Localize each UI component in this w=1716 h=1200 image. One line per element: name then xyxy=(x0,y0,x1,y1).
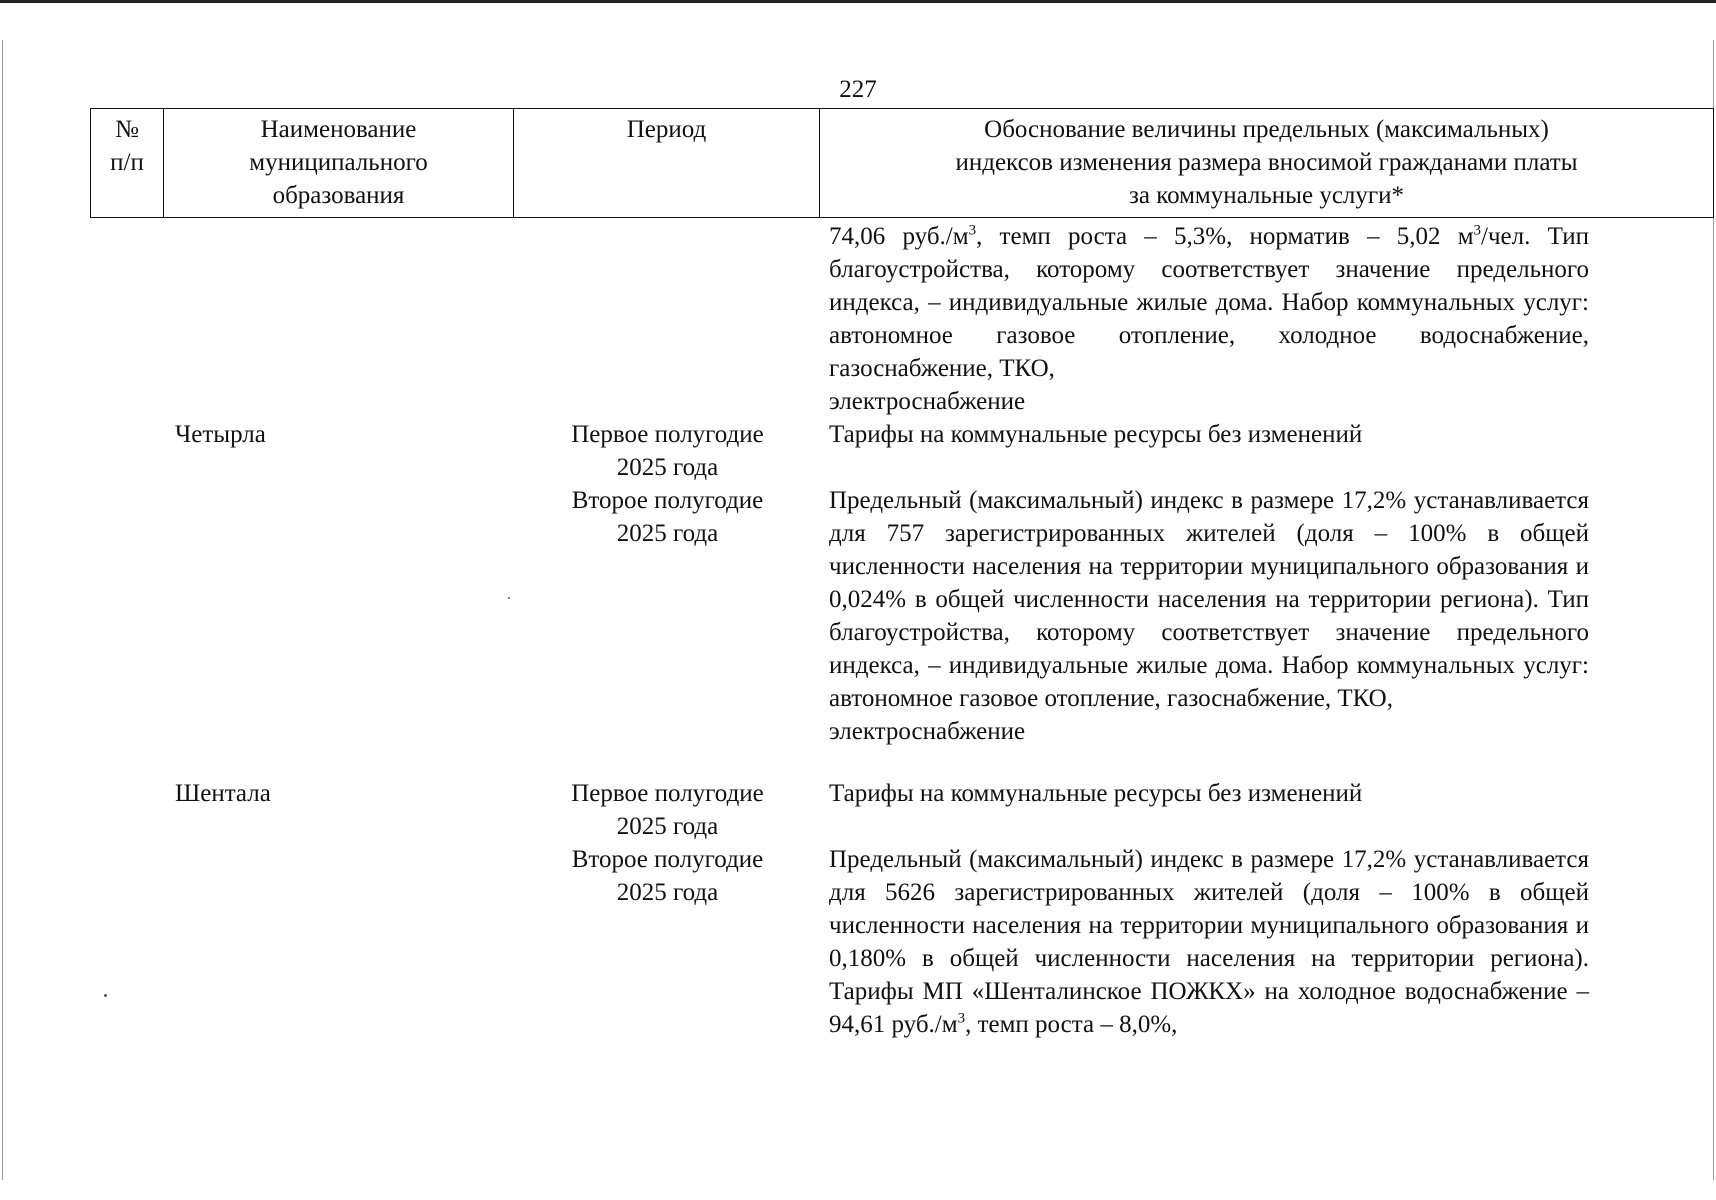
scan-speck xyxy=(508,597,510,599)
scan-speck xyxy=(104,994,107,997)
continuation-text: 74,06 $руб./м^3$, темп роста – 5,3%, норматив – 5,02 $м^3$/чел. Тип благоустройства, которому соответствует значение предельного индекса, – индивидуальные жилые дома. Набор коммунальных услуг: автономное газовое отопление, холодное водоснабжение, газоснабжение, ТКО, электроснабжение xyxy=(829,222,1590,415)
scan-top-border xyxy=(0,0,1716,3)
basis-text-second-half: Предельный (максимальный) индекс в размере 17,2% устанавливается для 5626 зарегистрированных жителей (доля – 100% в общей численности населения на территории муниципального образования и 0,180% в общей численности населения на территории региона). Тарифы МП «Шенталинское ПОЖКХ» на холодное водоснабжение – 94,61 $руб./м^3$, темп роста – 8,0%, xyxy=(829,846,1589,1038)
basis-text-second-half: Предельный (максимальный) индекс в размере 17,2% устанавливается для 757 зарегистрированных жителей (доля – 100% в общей численности населения на территории муниципального образования и 0,024% в общей численности населения на территории региона). Тип благоустройства, которому соответствует значение предельного индекса, – индивидуальные жилые дома. Набор коммунальных услуг: автономное газовое отопление, газоснабжение, ТКО, электроснабжение xyxy=(829,487,1589,745)
page-number: 227 xyxy=(839,76,877,103)
municipality-name: Шентала xyxy=(175,780,271,807)
header-col-municipality: Наименование муниципального образования xyxy=(164,109,514,217)
scan-left-edge xyxy=(2,40,3,1180)
municipality-name: Четырла xyxy=(175,421,266,448)
header-col-period: Период xyxy=(514,109,820,217)
period-second-half: Второе полугодие 2025 года xyxy=(571,487,764,547)
period-first-half: Первое полугодие 2025 года xyxy=(571,780,764,840)
period-second-half: Второе полугодие 2025 года xyxy=(571,846,764,906)
table-header xyxy=(90,108,1714,218)
basis-text-first-half: Тарифы на коммунальные ресурсы без изменений xyxy=(829,780,1363,807)
header-col-basis: Обоснование величины предельных (максимальных) индексов изменения размера вносимой гражданами платы за коммунальные услуги* xyxy=(955,116,1578,209)
period-first-half: Первое полугодие 2025 года xyxy=(571,421,764,481)
basis-text-first-half: Тарифы на коммунальные ресурсы без изменений xyxy=(829,421,1363,448)
header-col-number: № п/п xyxy=(91,109,164,217)
